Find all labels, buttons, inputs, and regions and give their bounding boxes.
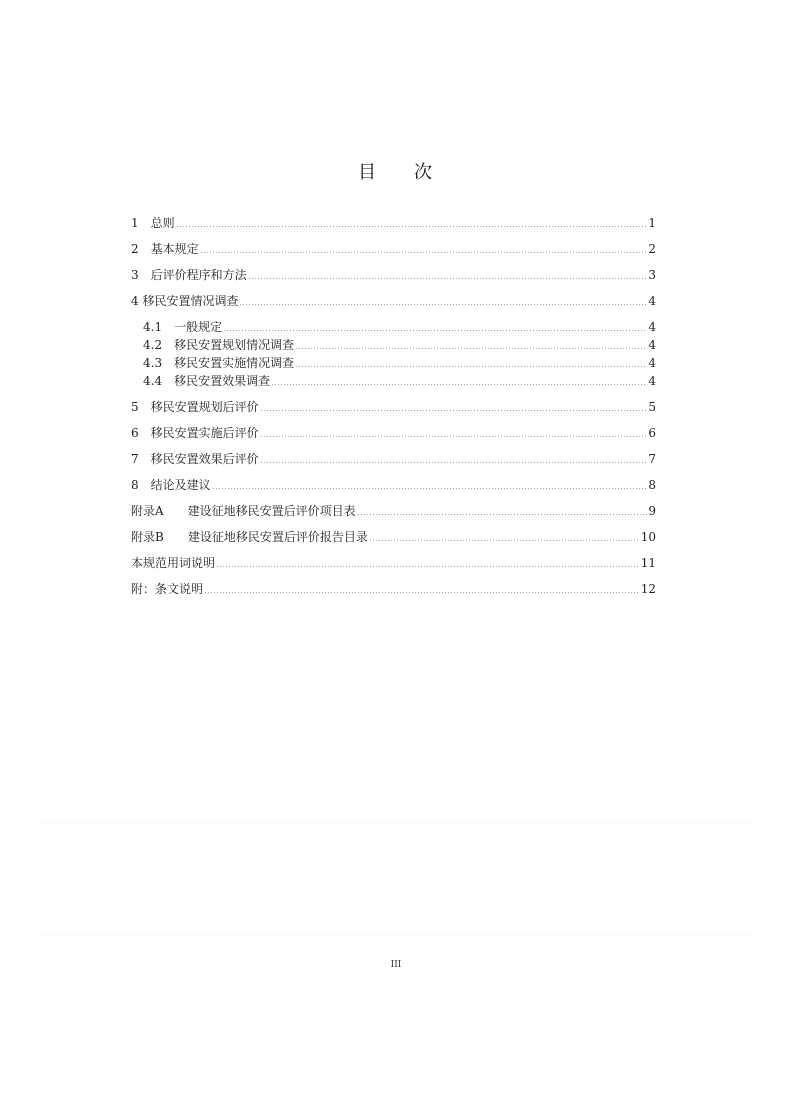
toc-entry-label: 结论及建议: [150, 478, 211, 492]
toc-entry-page: 10: [640, 530, 656, 544]
dot-leader: [271, 384, 647, 385]
toc-entry-label: 建设征地移民安置后评价项目表: [187, 504, 356, 518]
toc-entry-number: 5: [131, 400, 151, 414]
toc-entry-number: 4.4: [143, 374, 175, 388]
toc-entry-number: 6: [131, 426, 151, 440]
dot-leader: [216, 566, 640, 567]
toc-entry-page: 11: [640, 556, 656, 570]
toc-entry-label: 总则: [150, 216, 175, 230]
dot-leader: [239, 304, 647, 305]
toc-entry-label: 移民安置情况调查: [142, 294, 239, 308]
toc-entry-page: 8: [648, 478, 656, 492]
toc-entry-label: 移民安置规划后评价: [150, 400, 259, 414]
toc-entry-label: 基本规定: [150, 242, 199, 256]
toc-entry-page: 12: [640, 582, 656, 596]
toc-entry-number: 4.3: [143, 356, 175, 370]
dot-leader: [212, 488, 648, 489]
toc-entry-label: 移民安置效果调查: [174, 374, 271, 388]
toc-entry-number: 附录B: [131, 530, 188, 544]
toc-entry-page: 4: [648, 338, 656, 352]
toc-entry-label: 移民安置实施后评价: [150, 426, 259, 440]
dot-leader: [295, 348, 647, 349]
dot-leader: [248, 278, 648, 279]
toc-entry-page: 1: [648, 216, 656, 230]
dot-leader: [200, 252, 648, 253]
toc-entry[interactable]: [131, 578, 656, 596]
toc-entry-number: 3: [131, 268, 151, 282]
toc-entry-page: 4: [648, 320, 656, 334]
toc-entry-number: 1: [131, 216, 151, 230]
toc-entry-label: 移民安置实施情况调查: [174, 356, 295, 370]
toc-entry[interactable]: [131, 526, 656, 544]
toc-entry-label: 附：条文说明: [131, 582, 204, 596]
toc-entry-number: 4.2: [143, 338, 175, 352]
toc-entry-label: 本规范用词说明: [131, 556, 216, 570]
toc-entry[interactable]: [131, 238, 656, 256]
toc-entry[interactable]: [131, 448, 656, 466]
toc-entry[interactable]: [131, 474, 656, 492]
toc-subentry[interactable]: [143, 370, 656, 388]
dot-leader: [260, 410, 648, 411]
toc-entry-page: 4: [648, 374, 656, 388]
toc-subentry[interactable]: [143, 352, 656, 370]
dot-leader: [369, 540, 640, 541]
title-part-2: 次: [414, 162, 434, 183]
toc-entry-page: 2: [648, 242, 656, 256]
page-number: III: [390, 960, 402, 970]
dot-leader: [204, 592, 640, 593]
dot-leader: [260, 436, 648, 437]
toc-subentry[interactable]: [143, 334, 656, 352]
toc-entry-label: 一般规定: [174, 320, 223, 334]
dot-leader: [223, 330, 647, 331]
toc-entry-page: 5: [648, 400, 656, 414]
toc-entry[interactable]: [131, 552, 656, 570]
toc-entry-number: 4: [131, 294, 143, 308]
toc-entry-page: 7: [648, 452, 656, 466]
toc-entry[interactable]: [131, 422, 656, 440]
toc-entry-label: 后评价程序和方法: [150, 268, 247, 282]
toc-entry-number: 2: [131, 242, 151, 256]
toc-entry[interactable]: [131, 264, 656, 282]
toc-entry[interactable]: [131, 396, 656, 414]
toc-entry-label: 移民安置效果后评价: [150, 452, 259, 466]
dot-leader: [260, 462, 648, 463]
dot-leader: [176, 226, 648, 227]
toc-entry-page: 3: [648, 268, 656, 282]
toc-entry-page: 9: [648, 504, 656, 518]
toc-entry[interactable]: [131, 290, 656, 308]
faint-divider: [36, 934, 752, 935]
faint-divider: [36, 822, 752, 823]
toc-entry-number: 附录A: [131, 504, 188, 518]
toc-entry-label: 移民安置规划情况调查: [174, 338, 295, 352]
toc-entry-page: 4: [648, 356, 656, 370]
title-part-1: 目: [358, 162, 378, 183]
toc-entry-label: 建设征地移民安置后评价报告目录: [187, 530, 368, 544]
dot-leader: [357, 514, 648, 515]
toc-entry-number: 7: [131, 452, 151, 466]
toc-entry-number: 8: [131, 478, 151, 492]
toc-entry[interactable]: [131, 212, 656, 230]
toc-entry[interactable]: [131, 500, 656, 518]
toc-entry-number: 4.1: [143, 320, 175, 334]
page-title: [0, 158, 792, 184]
toc-subentry[interactable]: [143, 316, 656, 334]
toc-entry-page: 4: [648, 294, 656, 308]
toc-entry-page: 6: [648, 426, 656, 440]
dot-leader: [295, 366, 647, 367]
